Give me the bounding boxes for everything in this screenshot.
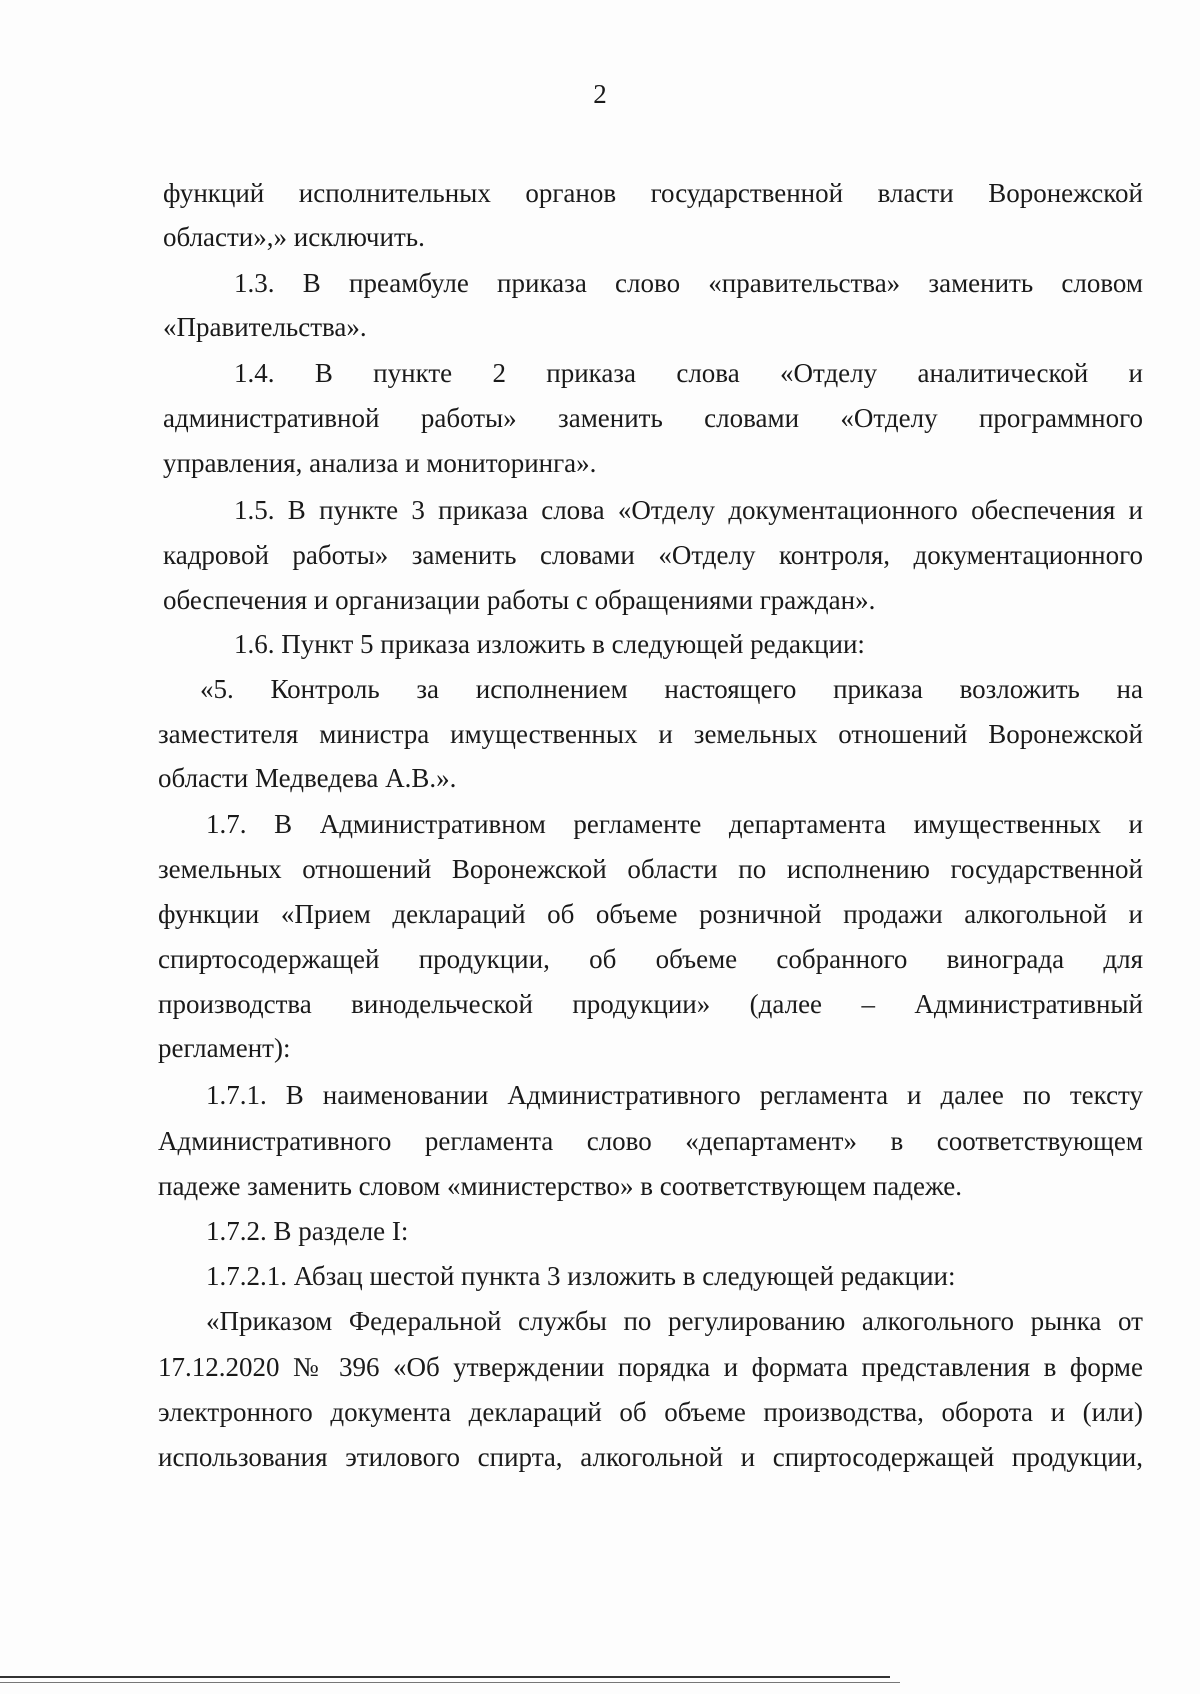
scan-edge-line [0,1682,900,1683]
text-line: спиртосодержащей продукции, об объеме собранного винограда для [158,944,1143,974]
text-line: области»,» исключить. [163,222,425,252]
text-line: регламент): [158,1033,291,1063]
text-line: 1.4. В пункте 2 приказа слова «Отделу аналитической и [234,358,1143,388]
text-line: «5. Контроль за исполнением настоящего приказа возложить на [200,674,1143,704]
text-line: 1.7. В Административном регламенте департамента имущественных и [206,809,1143,839]
text-line: административной работы» заменить словами «Отделу программного [163,403,1143,433]
text-line: падеже заменить словом «министерство» в соответствующем падеже. [158,1171,963,1201]
text-line: «Приказом Федеральной службы по регулированию алкогольного рынка от [206,1306,1143,1336]
text-line: управления, анализа и мониторинга». [163,448,597,478]
scan-edge-line [0,1676,890,1678]
text-line: обеспечения и организации работы с обращениями граждан». [163,585,876,615]
text-line: области Медведева А.В.». [158,763,457,793]
text-line: 1.7.2. В разделе I: [206,1216,409,1246]
text-line: функции «Прием деклараций об объеме розничной продажи алкогольной и [158,899,1143,929]
text-line: электронного документа деклараций об объеме производства, оборота и (или) [158,1397,1143,1427]
text-line: производства винодельческой продукции» (далее – Административный [158,989,1143,1019]
text-line: земельных отношений Воронежской области по исполнению государственной [158,854,1143,884]
text-line: 1.5. В пункте 3 приказа слова «Отделу документационного обеспечения и [234,495,1143,525]
text-line: 1.3. В преамбуле приказа слово «правительства» заменить словом [234,268,1143,298]
text-line: функций исполнительных органов государственной власти Воронежской [163,178,1143,208]
text-line: использования этилового спирта, алкогольной и спиртосодержащей продукции, [158,1442,1143,1472]
text-line: Административного регламента слово «департамент» в соответствующем [158,1126,1143,1156]
text-line: 17.12.2020 № 396 «Об утверждении порядка и формата представления в форме [158,1352,1143,1382]
text-line: 1.7.2.1. Абзац шестой пункта 3 изложить в следующей редакции: [206,1261,956,1291]
page-number: 2 [593,79,607,109]
text-line: 1.7.1. В наименовании Административного регламента и далее по тексту [206,1080,1143,1110]
text-line: 1.6. Пункт 5 приказа изложить в следующей редакции: [234,629,865,659]
text-line: заместителя министра имущественных и земельных отношений Воронежской [158,719,1143,749]
text-line: кадровой работы» заменить словами «Отделу контроля, документационного [163,540,1143,570]
text-line: «Правительства». [163,312,367,342]
